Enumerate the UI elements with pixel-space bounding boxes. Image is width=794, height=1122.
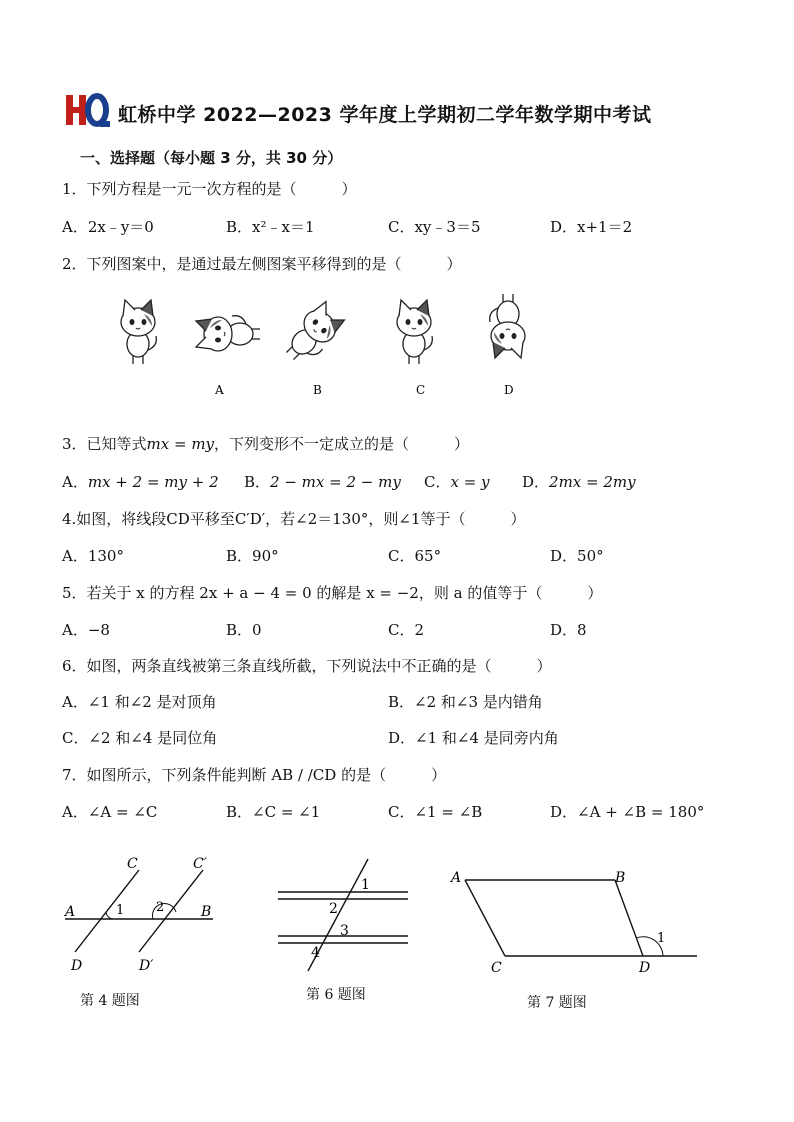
figure-4-caption: 第 4 题图 xyxy=(80,993,140,1009)
q3-option-d: D．2mx = 2my xyxy=(522,473,636,491)
fig4-label-b: B xyxy=(201,904,212,920)
q1-option-d: D．x+1＝2 xyxy=(550,218,633,236)
q4-option-b: B．90° xyxy=(226,547,279,565)
fig7-label-c: C xyxy=(491,960,502,976)
figure-4 xyxy=(55,850,230,980)
q1-option-b: B．x²﹣x＝1 xyxy=(226,218,315,236)
fig4-label-a: A xyxy=(65,904,76,920)
fig4-angle-1: 1 xyxy=(116,903,125,918)
q7-option-a: A．∠A = ∠C xyxy=(62,803,158,821)
q3-option-a: A．mx + 2 = my + 2 xyxy=(62,473,219,491)
fig4-label-c: C xyxy=(127,856,138,872)
cat-a xyxy=(196,316,260,351)
fig4-label-dp: D′ xyxy=(139,958,154,974)
figure-7 xyxy=(445,862,705,982)
question-4-stem: 4.如图，将线段CD平移至C′D′，若∠2＝130°，则∠1等于（ ） xyxy=(62,510,526,528)
q7-option-b: B．∠C = ∠1 xyxy=(226,803,321,821)
fig4-label-d: D xyxy=(71,958,83,974)
q2-label-a: A xyxy=(215,383,224,397)
q1-option-a: A．2x﹣y＝0 xyxy=(62,218,154,236)
page-title: 虹桥中学 2022—2023 学年度上学期初二学年数学期中考试 xyxy=(118,104,652,126)
question-3-stem xyxy=(62,433,469,454)
q2-label-d: D xyxy=(504,383,514,397)
q5-option-b: B．0 xyxy=(226,621,262,639)
school-logo xyxy=(66,93,110,129)
fig6-angle-3: 3 xyxy=(340,923,349,939)
figure-7-caption: 第 7 题图 xyxy=(527,995,587,1011)
q6-option-b: B．∠2 和∠3 是内错角 xyxy=(388,693,543,711)
section-heading: 一、选择题（每小题 3 分，共 30 分） xyxy=(80,149,343,167)
q6-option-d: D．∠1 和∠4 是同旁内角 xyxy=(388,729,559,747)
q3-option-b: B．2 − mx = 2 − my xyxy=(244,473,401,491)
q1-option-c: C．xy﹣3＝5 xyxy=(388,218,481,236)
fig4-angle-2: 2 xyxy=(156,900,165,915)
q2-label-c: C xyxy=(416,383,426,397)
q3-stem-post: ，下列变形不一定成立的是（ ） xyxy=(214,435,470,453)
fig7-label-a: A xyxy=(451,870,462,886)
q5-option-a: A．−8 xyxy=(62,621,110,639)
q6-option-a: A．∠1 和∠2 是对顶角 xyxy=(62,693,217,711)
fig7-angle-1: 1 xyxy=(657,931,666,946)
q5-option-c: C．2 xyxy=(388,621,425,639)
q4-option-d: D．50° xyxy=(550,547,604,565)
question-7-stem: 7．如图所示，下列条件能判断 AB / /CD 的是（ ） xyxy=(62,766,447,784)
q5-option-d: D．8 xyxy=(550,621,587,639)
fig6-angle-1: 1 xyxy=(361,877,370,893)
q4-option-c: C．65° xyxy=(388,547,442,565)
original-cat xyxy=(121,300,156,364)
question-1-stem: 1．下列方程是一元一次方程的是（ ） xyxy=(62,180,357,198)
q3-option-c: C．x = y xyxy=(424,473,490,491)
question-6-stem: 6．如图，两条直线被第三条直线所截，下列说法中不正确的是（ ） xyxy=(62,657,552,675)
q2-cat-figures xyxy=(100,290,560,400)
fig6-angle-2: 2 xyxy=(329,901,338,917)
cat-c xyxy=(397,300,432,364)
q4-option-a: A．130° xyxy=(62,547,124,565)
q3-stem-pre: 3．已知等式 xyxy=(62,435,147,453)
q2-label-b: B xyxy=(313,383,322,397)
cat-b xyxy=(278,299,348,369)
q6-option-c: C．∠2 和∠4 是同位角 xyxy=(62,729,218,747)
q3-stem-eq: mx = my xyxy=(146,435,215,453)
fig6-angle-4: 4 xyxy=(311,945,320,961)
question-2-stem: 2．下列图案中，是通过最左侧图案平移得到的是（ ） xyxy=(62,255,462,273)
figure-6 xyxy=(272,855,412,975)
q7-option-c: C．∠1 = ∠B xyxy=(388,803,483,821)
fig4-label-cp: C′ xyxy=(193,856,207,872)
fig7-label-d: D xyxy=(639,960,651,976)
q7-option-d: D．∠A + ∠B = 180° xyxy=(550,803,705,821)
figure-6-caption: 第 6 题图 xyxy=(306,987,366,1003)
fig7-label-b: B xyxy=(615,870,626,886)
cat-d xyxy=(490,294,525,358)
question-5-stem: 5．若关于 x 的方程 2x + a − 4 = 0 的解是 x = −2，则 a 的值等于（ ） xyxy=(62,584,603,602)
